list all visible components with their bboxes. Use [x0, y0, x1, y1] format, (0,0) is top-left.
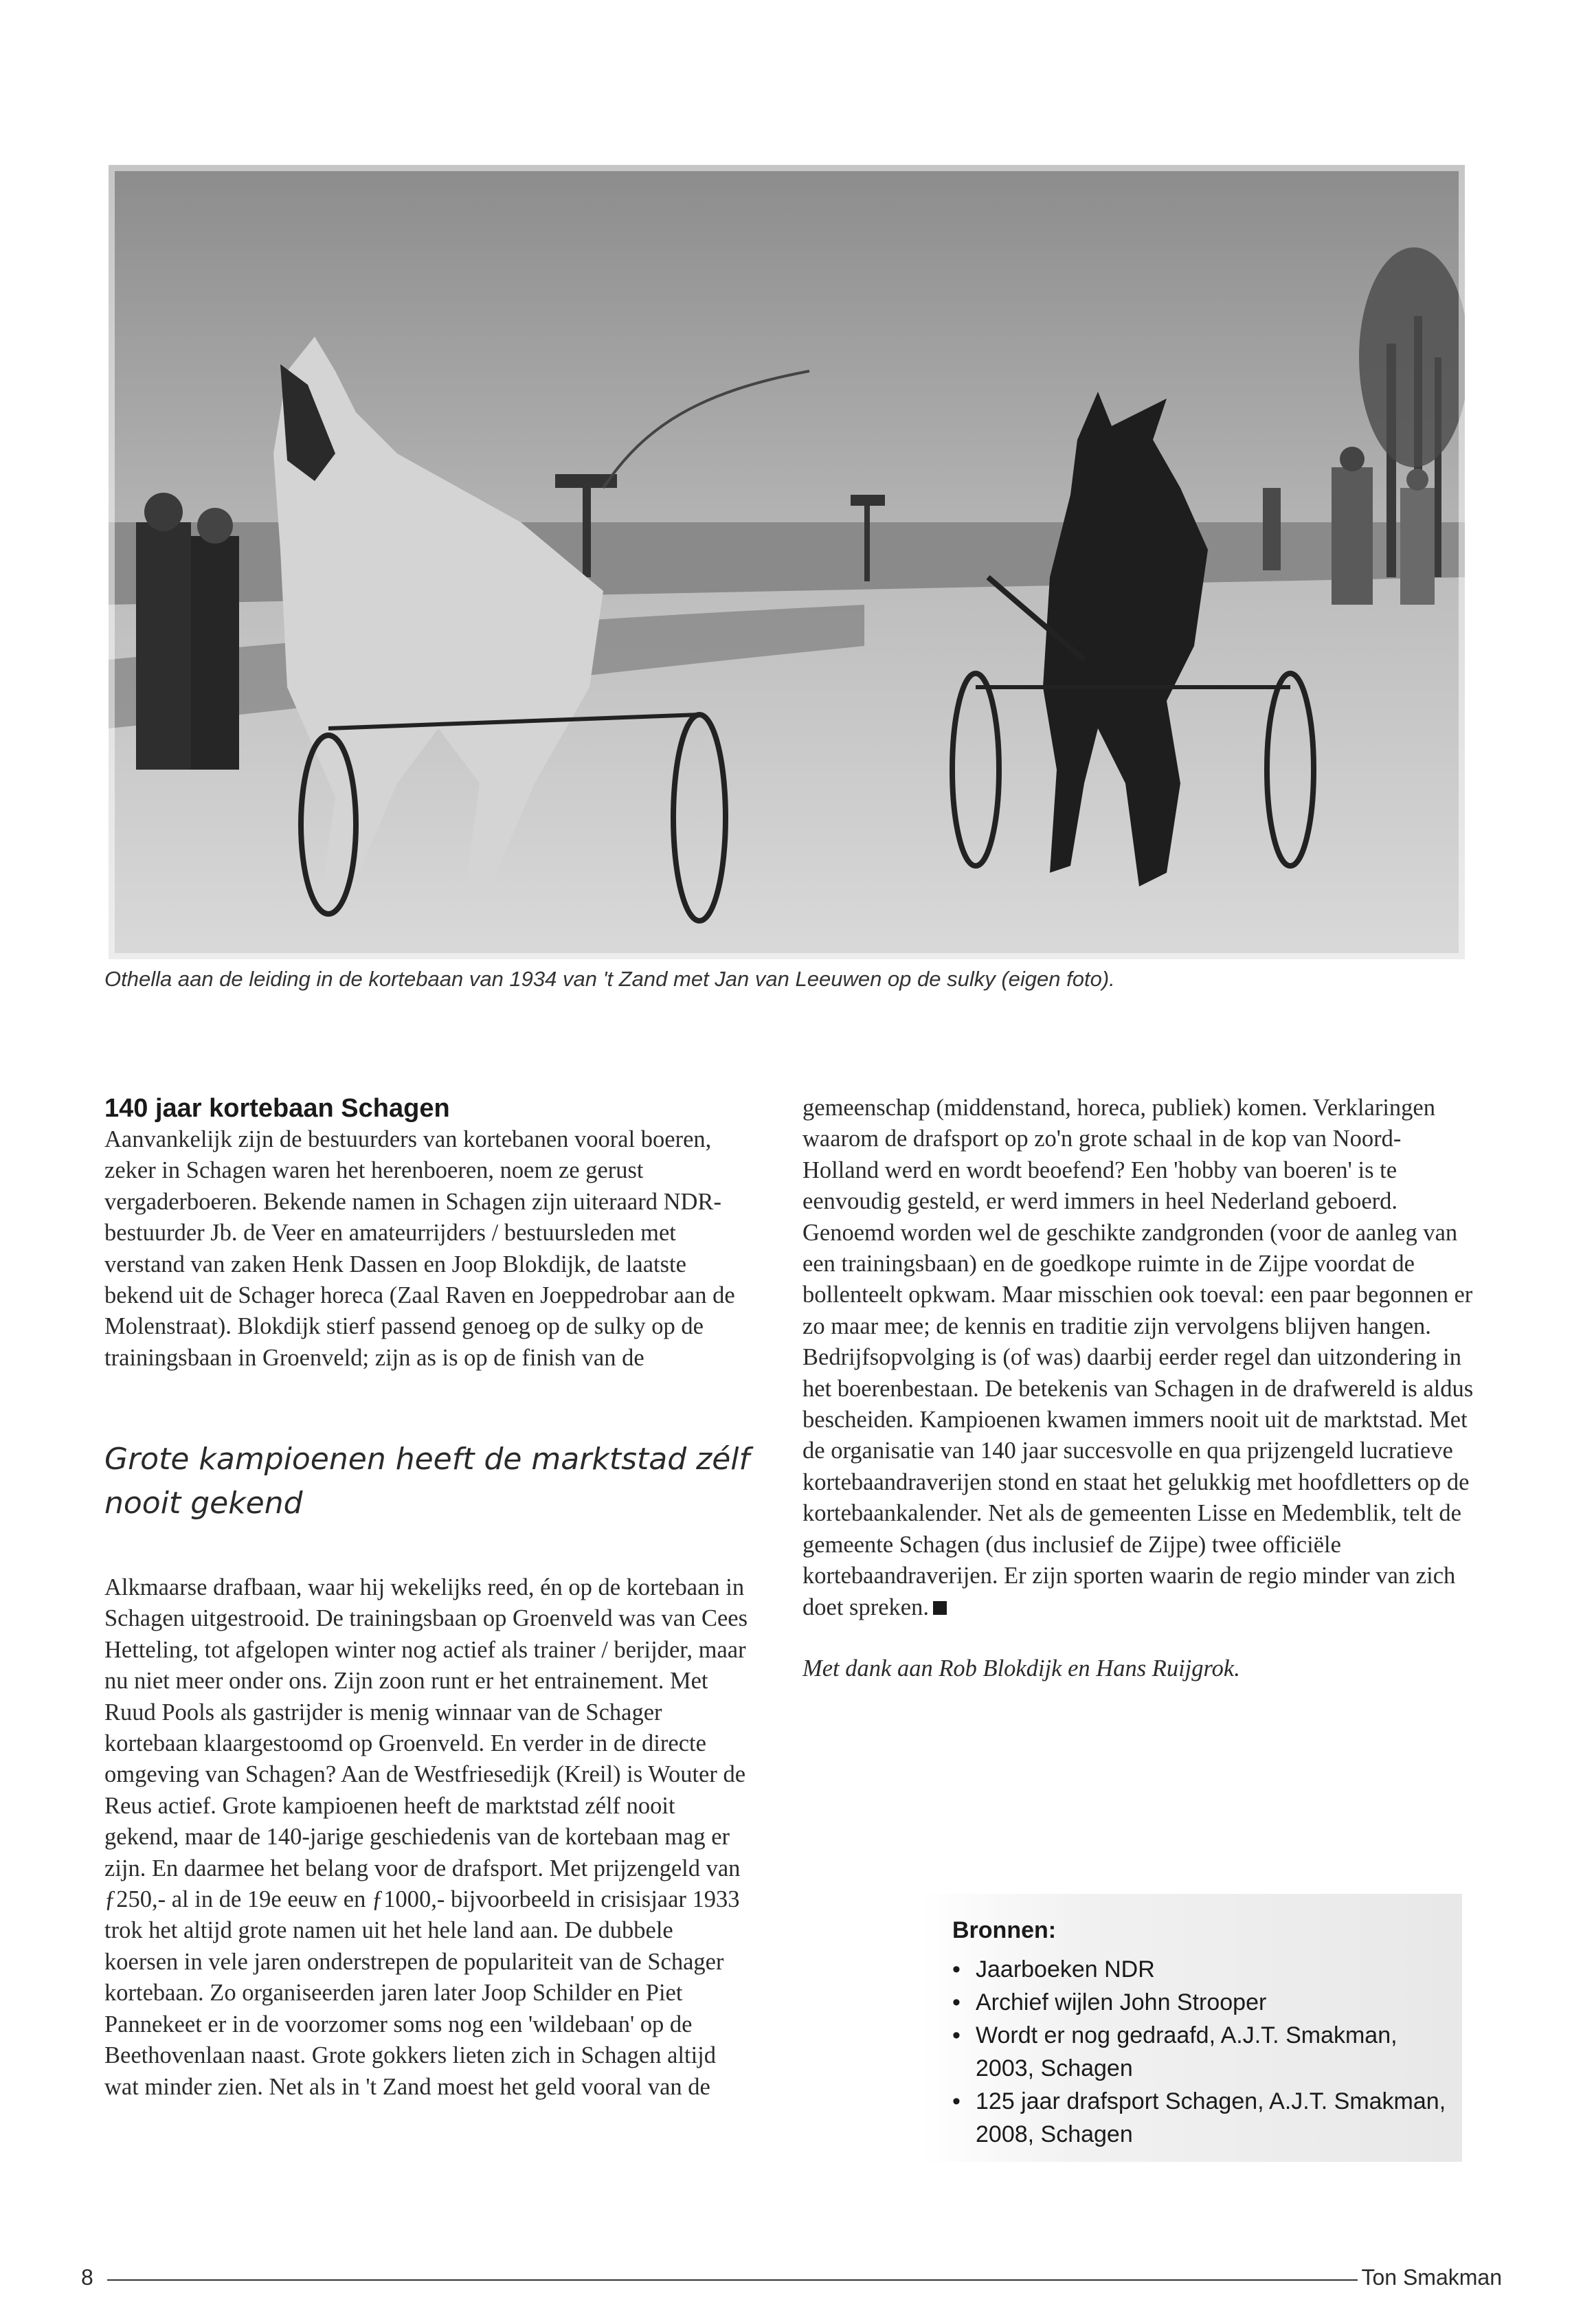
article-paragraph-right	[802, 1093, 1476, 1623]
section-heading: 140 jaar kortebaan Schagen	[104, 1094, 450, 1123]
pull-quote: Grote kampioenen heeft de marktstad zélf nooit gekend	[104, 1442, 750, 1521]
photo-caption: Othella aan de leiding in de kortebaan van 1934 van 't Zand met Jan van Leeuwen op de sulky (eigen foto).	[104, 967, 1115, 991]
source-item: • Wordt er nog gedraafd, A.J.T. Smakman, 2003, Schagen	[952, 2019, 1454, 2085]
end-of-article-mark	[933, 1601, 947, 1615]
race-photo-illustration	[109, 165, 1465, 959]
footer-author: Ton Smakman	[1361, 2265, 1502, 2290]
source-item: • Jaarboeken NDR	[952, 1953, 1454, 1986]
article-paragraph-right-text: gemeenschap (middenstand, horeca, publiek) komen. Verklaringen waarom de drafsport op zo'n grote schaal in de kop van Noord-Holland werd en wordt beoefend? Een 'hobby van boeren' is te eenvoudig gesteld, er werd immers in heel Nederland geboerd. Genoemd worden wel de geschikte zandgronden (voor de aanleg van een trainingsbaan) en de goedkope ruimte in de Zijpe voordat de bollenteelt opkwam. Maar misschien ook toeval: een paar begonnen er zo maar mee; de kennis en traditie zijn vervolgens blijven hangen. Bedrijfsopvolging is (of was) daarbij eerder regel dan uitzondering in het boerenbestaan. De betekenis van Schagen in de drafwereld is aldus bescheiden. Kampioenen kwamen immers nooit uit de marktstad. Met de organisatie van 140 jaar succesvolle en qua prijzengeld lucratieve kortebaandraverijen stond en staat het gelukkig met hoofdletters op de kortebaankalender. Net als de gemeenten Lisse en Medemblik, telt de gemeente Schagen (dus inclusief de Zijpe) twee officiële kortebaandraverijen. Er zijn sporten waarin de regio minder van zich doet spreken.	[802, 1095, 1474, 1620]
footer-rule	[107, 2279, 1358, 2281]
sources-box	[921, 1894, 1462, 2162]
article-paragraph-continued: Alkmaarse drafbaan, waar hij wekelijks reed, én op de kortebaan in Schagen uitgestrooid. De trainingsbaan op Groenveld was van Cees Hetteling, tot afgelopen winter nog actief als trainer / berijder, maar nu niet meer onder ons. Zijn zoon runt er het entrainement. Met Ruud Pools als gastrijder is menig winnaar van de Schager kortebaan klaargestoomd op Groenveld. En verder in de directe omgeving van Schagen? Aan de Westfriesedijk (Kreil) is Wouter de Reus actief. Grote kampioenen heeft de marktstad zélf nooit gekend, maar de 140-jarige geschiedenis van de kortebaan mag er zijn. En daarmee het belang voor de drafsport. Met prijzengeld van ƒ250,- al in de 19e eeuw en ƒ1000,- bijvoorbeeld in crisisjaar 1933 trok het altijd grote namen uit het hele land aan. De dubbele koersen in vele jaren onderstrepen de populariteit van de Schager kortebaan. Zo organiseerden jaren later Joop Schilder en Piet Pannekeet er in de voorzomer soms nog een 'wildebaan' op de Beethovenlaan naast. Grote gokkers lieten zich in Schagen altijd wat minder zien. Net als in 't Zand moest het geld vooral van de	[104, 1574, 748, 2100]
source-item: • 125 jaar drafsport Schagen, A.J.T. Smakman, 2008, Schagen	[952, 2085, 1454, 2151]
page-footer	[81, 2265, 1502, 2292]
article-paragraph-intro: Aanvankelijk zijn de bestuurders van kortebanen vooral boeren, zeker in Schagen waren het herenboeren, noem ze gerust vergaderboeren. Bekende namen in Schagen zijn uiteraard NDR-bestuurder Jb. de Veer en amateurrijders / bestuursleden met verstand van zaken Henk Dassen en Joop Blokdijk, de laatste bekend uit de Schager horeca (Zaal Raven en Joeppedrobar aan de Molenstraat). Blokdijk stierf passend genoeg op de sulky op de trainingsbaan in Groenveld; zijn as is op de finish van de	[104, 1126, 735, 1371]
acknowledgement: Met dank aan Rob Blokdijk en Hans Ruijgrok.	[802, 1655, 1240, 1681]
source-item: • Archief wijlen John Strooper	[952, 1986, 1454, 2019]
race-photo	[109, 165, 1465, 959]
article-left-column-bottom	[104, 1572, 750, 2103]
sources-title: Bronnen:	[952, 1917, 1057, 1943]
page-number: 8	[81, 2265, 93, 2290]
sources-list	[952, 1953, 1454, 2151]
article-right-column	[802, 1093, 1476, 1684]
article-left-column-top	[104, 1093, 750, 1374]
